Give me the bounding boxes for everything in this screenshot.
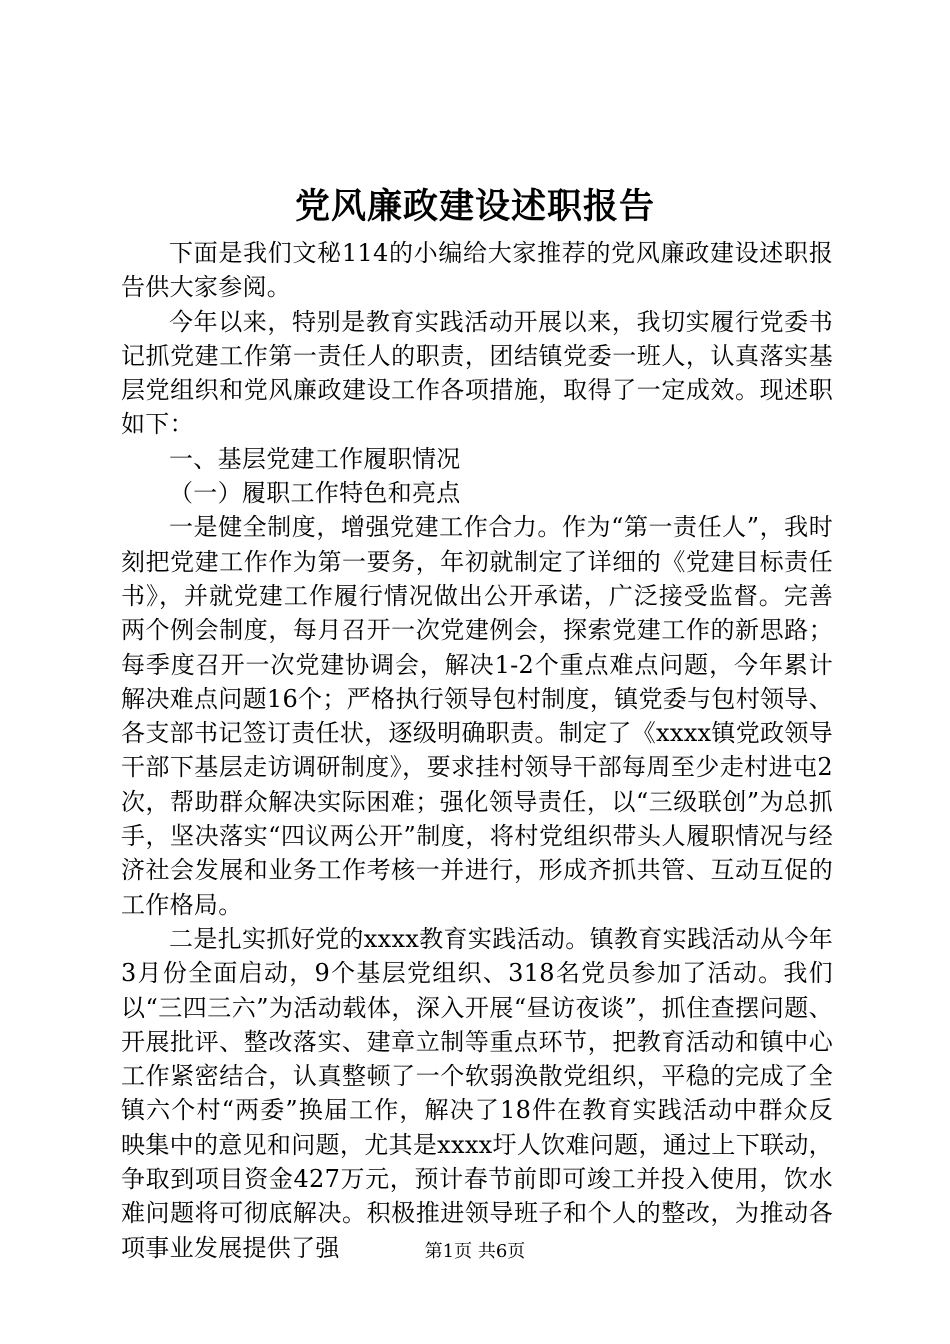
document-body: [121, 236, 833, 1265]
section-heading: 一、基层党建工作履职情况: [169, 444, 461, 473]
paragraph-overview: 今年以来，特别是教育实践活动开展以来，我切实履行党委书记抓党建工作第一责任人的职责，团结镇党委一班人，认真落实基层党组织和党风廉政建设工作各项措施，取得了一定成效。现述职如下：: [121, 307, 833, 439]
page-number-footer: 第1页 共6页: [424, 1241, 526, 1262]
paragraph-intro: 下面是我们文秘114的小编给大家推荐的党风廉政建设述职报告供大家参阅。: [121, 239, 833, 302]
document-title: 党风廉政建设述职报告: [294, 186, 655, 227]
subsection-heading: （一）履职工作特色和亮点: [169, 479, 461, 508]
paragraph-point-one: 一是健全制度，增强党建工作合力。作为“第一责任人”，我时刻把党建工作作为第一要务，年初就制定了详细的《党建目标责任书》，并就党建工作履行情况做出公开承诺，广泛接受监督。完善两个例会制度，每月召开一次党建例会，探索党建工作的新思路；每季度召开一次党建协调会，解决1-2个重点难点问题，今年累计解决难点问题16个；严格执行领导包村制度，镇党委与包村领导、各支部书记签订责任状，逐级明确职责。制定了《xxxx镇党政领导干部下基层走访调研制度》，要求挂村领导干部每周至少走村进屯2次，帮助群众解决实际困难；强化领导责任，以“三级联创”为总抓手，坚决落实“四议两公开”制度，将村党组织带头人履职情况与经济社会发展和业务工作考核一并进行，形成齐抓共管、互动互促的工作格局。: [121, 513, 833, 919]
paragraph-point-two: 二是扎实抓好党的xxxx教育实践活动。镇教育实践活动从今年3月份全面启动，9个基层党组织、318名党员参加了活动。我们以“三四三六”为活动载体，深入开展“昼访夜谈”，抓住查摆问题、开展批评、整改落实、建章立制等重点环节，把教育活动和镇中心工作紧密结合，认真整顿了一个软弱涣散党组织，平稳的完成了全镇六个村“两委”换届工作，解决了18件在教育实践活动中群众反映集中的意见和问题，尤其是xxxx圩人饮难问题，通过上下联动，争取到项目资金427万元，预计春节前即可竣工并投入使用，饮水难问题将可彻底解决。积极推进领导班子和个人的整改，为推动各项事业发展提供了强: [121, 924, 833, 1262]
